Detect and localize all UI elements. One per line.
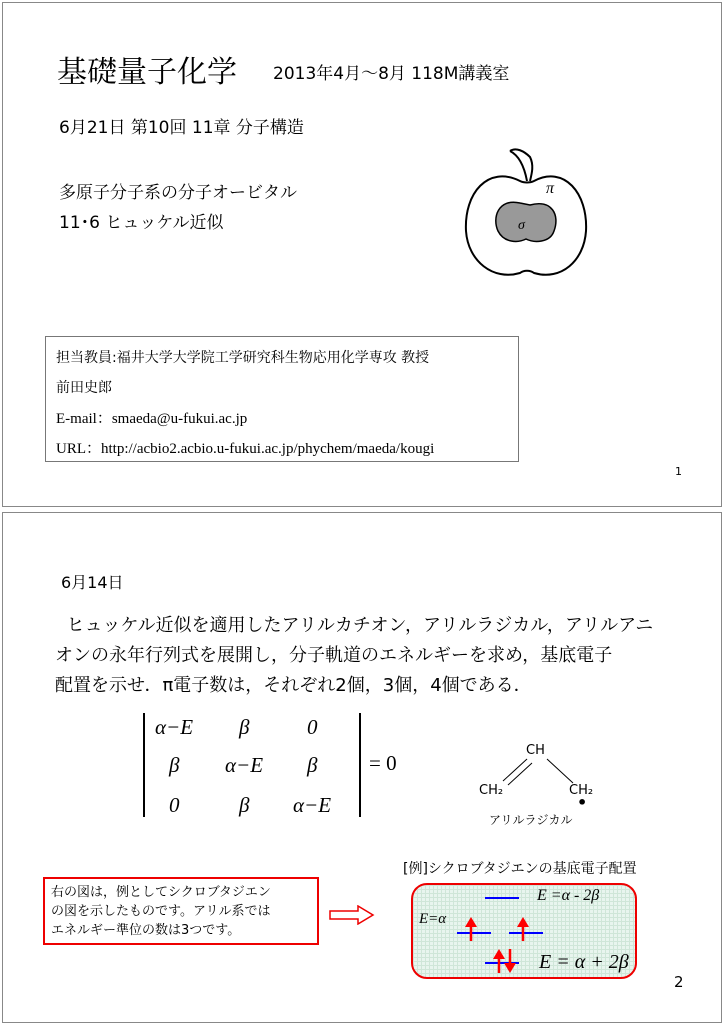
page-number: 1: [675, 465, 682, 478]
secular-determinant: [143, 713, 413, 823]
date: 6月14日: [61, 573, 124, 592]
course-term: 2013年4月～8月 118M講義室: [273, 64, 510, 84]
topic-1: 多原子分子系の分子オービタル: [59, 183, 297, 203]
course-title: 基礎量子化学: [57, 55, 237, 90]
ch-label: CH: [526, 743, 545, 758]
instructor-affiliation: 担当教員:福井大学大学院工学研究科生物応用化学専攻 教授: [56, 350, 430, 366]
ch2-left-label: CH₂: [479, 783, 504, 798]
problem-line-1: ヒュッケル近似を適用したアリルカチオン，アリルラジカル，アリルアニ: [55, 615, 654, 636]
example-title: [例]シクロブタジエンの基底電子配置: [403, 861, 637, 877]
matrix-cell: β: [169, 753, 180, 777]
matrix-cell: β: [239, 793, 250, 817]
equals-zero: = 0: [369, 751, 397, 775]
matrix-cell: α−E: [225, 753, 264, 777]
matrix-cell: β: [239, 715, 250, 739]
note-line: 右の図は，例としてシクロブタジエン: [51, 885, 271, 900]
slide-2: [2, 512, 722, 1023]
allyl-radical-structure: [473, 733, 613, 833]
matrix-cell: 0: [169, 793, 180, 817]
radical-dot: •: [577, 793, 588, 812]
session-info: 6月21日 第10回 11章 分子構造: [59, 118, 304, 138]
problem-line-2: オンの永年行列式を展開し，分子軌道のエネルギーを求め，基底電子: [55, 645, 613, 666]
matrix-cell: β: [307, 753, 318, 777]
allyl-radical-label: アリルラジカル: [489, 813, 573, 827]
level-top-label: E =α - 2β: [537, 887, 600, 904]
sigma-label: σ: [518, 218, 525, 233]
matrix-cell: 0: [307, 715, 318, 739]
pi-label: π: [546, 180, 555, 197]
note-box: [43, 877, 319, 945]
matrix-cell: α−E: [293, 793, 332, 817]
topic-2: 11･6 ヒュッケル近似: [59, 213, 224, 233]
cyclobutadiene-energy-diagram: [411, 883, 637, 979]
course-url[interactable]: URL：http://acbio2.acbio.u-fukui.ac.jp/phychem/maeda/kougi: [56, 441, 435, 457]
arrow-right-icon: [328, 905, 376, 925]
note-line: エネルギー準位の数は3つです。: [51, 923, 241, 938]
slide-1: [2, 2, 722, 507]
ch2-right-label: CH₂: [569, 783, 594, 798]
instructor-box: [45, 336, 519, 462]
instructor-email[interactable]: E-mail：smaeda@u-fukui.ac.jp: [56, 411, 248, 427]
instructor-name: 前田史郎: [56, 380, 112, 396]
problem-line-3: 配置を示せ．π電子数は，それぞれ2個，3個，4個である．: [55, 675, 532, 696]
note-line: の図を示したものです。アリル系では: [51, 904, 271, 919]
level-bottom-label: E = α + 2β: [539, 951, 629, 973]
page-number: 2: [674, 973, 684, 991]
matrix-cell: α−E: [155, 715, 194, 739]
apple-orbital-diagram: [458, 143, 598, 283]
level-mid-label: E=α: [419, 911, 447, 927]
